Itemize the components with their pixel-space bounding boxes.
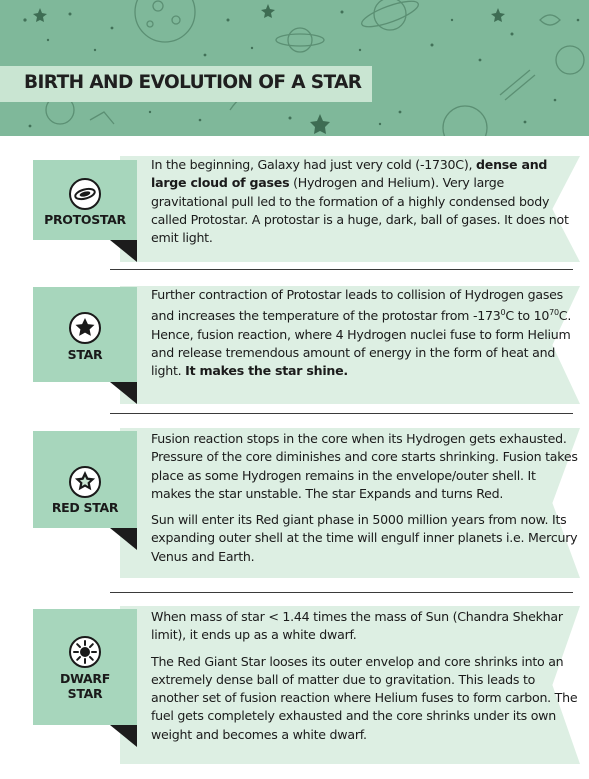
section-text-dwarf-star (151, 608, 578, 744)
label-box-protostar (33, 160, 137, 240)
text-segment: Further contraction of Protostar leads to collision of Hydrogen gases and increases the temperature of the protostar from -173 (151, 287, 563, 324)
label-fold (110, 725, 137, 747)
divider (110, 592, 573, 593)
dwarf-star-icon (68, 635, 102, 669)
red-star-icon (68, 465, 102, 499)
section-text-protostar (151, 156, 578, 247)
text-segment: In the beginning, Galaxy had just very cold (-1730C), (151, 157, 477, 172)
label-fold (110, 240, 137, 262)
label-fold (110, 528, 137, 550)
section-text-star (151, 286, 578, 381)
paragraph: Fusion reaction stops in the core when its Hydrogen gets exhausted. Pressure of the core diminishes and core starts shrinking. Fusion takes place as some Hydrogen remains in the envelope/outer shell. It makes the star unstable. The star Expands and turns Red. (151, 431, 578, 501)
superscript: 7 (549, 308, 554, 318)
label-box-dwarf-star (33, 609, 137, 725)
page-title: BIRTH AND EVOLUTION OF A STAR (24, 72, 362, 93)
label-box-star (33, 287, 137, 382)
superscript: 0 (553, 308, 559, 318)
paragraph: When mass of star < 1.44 times the mass of Sun (Chandra Shekhar limit), it ends up as a white dwarf. (151, 609, 563, 643)
section-label: RED STAR (51, 500, 119, 515)
text-segment: (Hydrogen and Helium). Very large gravitational pull led to the formation of a highly condensed body called Protostar. A protostar is a huge, dark, ball of gases. It does not emit light. (151, 175, 569, 246)
divider (110, 269, 573, 270)
label-box-red-star (33, 431, 137, 528)
galaxy-icon (68, 177, 102, 211)
bold-text: It makes the star shine. (185, 363, 348, 379)
section-text-red-star (151, 430, 578, 566)
section-label: STAR (67, 347, 103, 362)
paragraph: The Red Giant Star looses its outer envelop and core shrinks into an extremely dense ball of matter due to gravitation. This leads to another set of fusion reaction where Helium fuses to form carbon. The fuel gets completely exhausted and the core shrinks under its own weight and becomes a white dwarf. (151, 653, 578, 742)
text-segment: C to 10 (505, 308, 550, 324)
section-label: DWARF STAR (60, 671, 110, 701)
star-icon (68, 311, 102, 345)
bold-text: dense and large cloud of gases (151, 157, 548, 191)
superscript: 0 (500, 308, 506, 318)
label-fold (110, 382, 137, 404)
text-segment: C. Hence, fusion reaction, where 4 Hydrogen nuclei fuse to form Helium and release tremendous amount of energy in the form of heat and light. (151, 308, 572, 379)
section-label: PROTOSTAR (44, 212, 126, 227)
paragraph: Sun will enter its Red giant phase in 5000 million years from now. Its expanding outer shell at the time will engulf inner planets i.e. Mercury Venus and Earth. (151, 512, 578, 564)
divider (110, 413, 573, 414)
